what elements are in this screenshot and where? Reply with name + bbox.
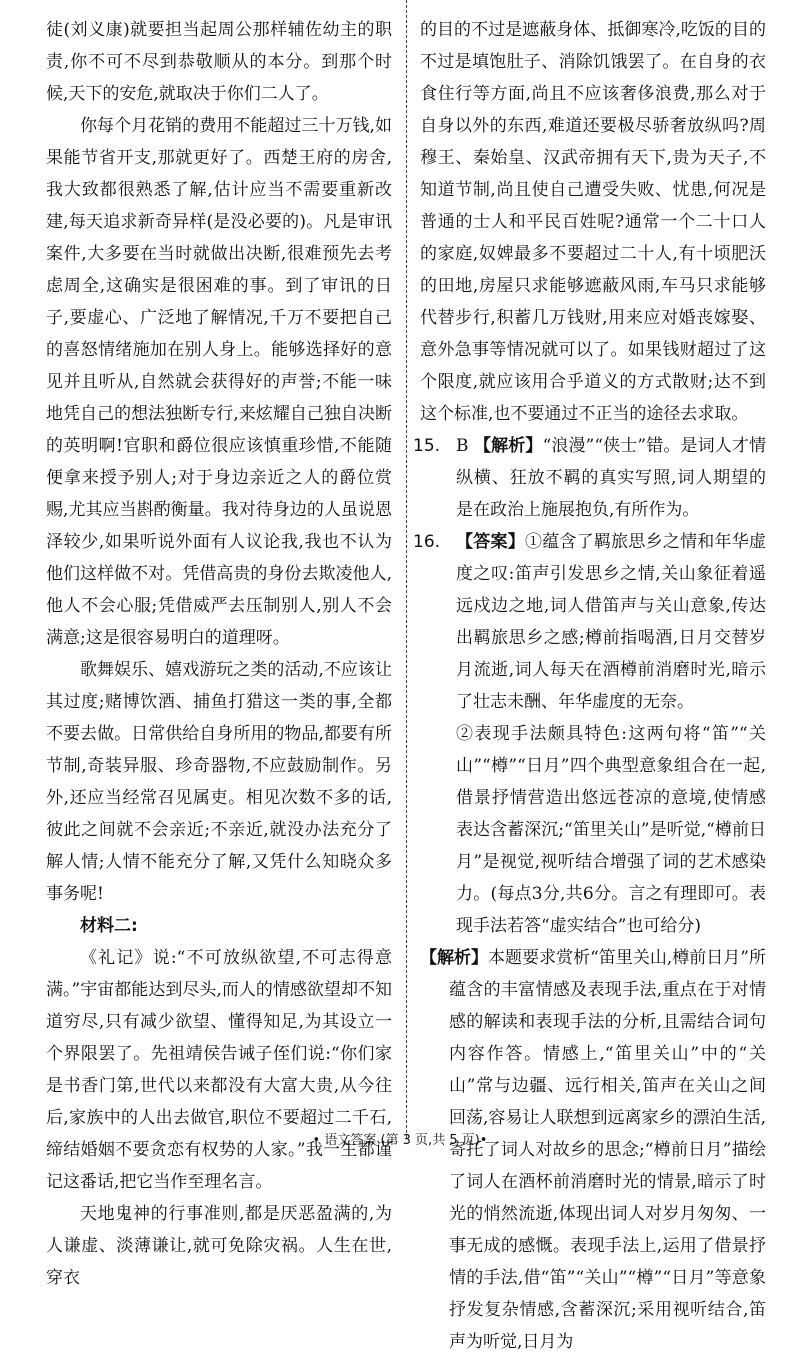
- question-16-part-2: [420, 718, 766, 942]
- question-16-analysis-tag: 【解析】: [420, 948, 489, 968]
- translation-paragraph-6: 的目的不过是遮蔽身体、抵御寒冷,吃饭的目的不过是填饱肚子、消除饥饿罢了。在自身的衣食住行等方面,尚且不应该奢侈浪费,那么对于自身以外的东西,难道还要极尽骄奢放纵吗?周穆王、秦始皇、汉武帝拥有天下,贵为天子,不知道节制,尚且使自己遭受失败、忧患,何况是普通的士人和平民百姓呢?通常一个二十口人的家庭,奴婢最多不要超过二十人,有十顷肥沃的田地,房屋只求能够遮蔽风雨,车马只求能够代替步行,积蓄几万钱财,用来应对婚丧嫁娶、意外急事等情况就可以了。如果钱财超过了这个限度,就应该用合乎道义的方式散财;达不到这个标准,也不要通过不正当的途径去求取。: [420, 20, 766, 424]
- left-column: [46, 14, 392, 1294]
- question-15: [413, 430, 767, 526]
- question-15-analysis: “浪漫”“侠士”错。是词人才情纵横、狂放不羁的真实写照,词人期望的是在政治上施展抱负,有所作为。: [456, 436, 767, 520]
- question-16-answer-part-1: ①蕴含了羁旅思乡之情和年华虚度之叹:笛声引发思乡之情,关山象征着遥远戍边之地,词人借笛声与关山意象,传达出羁旅思乡之感;樽前指喝酒,日月交替岁月流逝,词人每天在酒樽前消磨时光,暗示了壮志未酬、年华虚度的无奈。: [456, 532, 767, 712]
- question-15-analysis-tag: 【解析】: [474, 436, 543, 456]
- column-divider: [406, 0, 407, 1138]
- page-footer: • 语文答案 (第 3 页,共 5 页)•: [312, 1133, 488, 1148]
- translation-paragraph-4: 《礼记》说:“不可放纵欲望,不可志得意满。”宇宙都能达到尽头,而人的情感欲望却不知道穷尽,只有减少欲望、懂得知足,为其设立一个界限罢了。先祖靖侯告诫子侄们说:“你们家是书香门第,世代以来都没有大富大贵,从今往后,家族中的人出去做官,职位不要超过二千石,缔结婚姻不要贪恋有权势的人家。”我一生都谨记这番话,把它当作至理名言。: [46, 948, 392, 1192]
- translation-paragraph-3: 歌舞娱乐、嬉戏游玩之类的活动,不应该让其过度;赌博饮酒、捕鱼打猎这一类的事,全都不要去做。日常供给自身所用的物品,都要有所节制,奇装异服、珍奇器物,不应鼓励制作。另外,还应当经常召见属吏。相见次数不多的话,彼此之间就不会亲近;不亲近,就没办法充分了解人情;人情不能充分了解,又凭什么知晓众多事务呢!: [46, 660, 392, 904]
- right-column: [413, 14, 767, 1358]
- question-15-number: 15.: [413, 436, 441, 456]
- material-two-heading: 材料二:: [80, 916, 138, 936]
- translation-paragraph-2: 你每个月花销的费用不能超过三十万钱,如果能节省开支,那就更好了。西楚王府的房舍,我大致都很熟悉了解,估计应当不需要重新改建,每天追求新奇异样(是没必要的)。凡是审讯案件,大多要在当时就做出决断,很难预先去考虑周全,这确实是很困难的事。到了审讯的日子,要虚心、广泛地了解情况,千万不要把自己的喜怒情绪施加在别人身上。能够选择好的意见并且听从,自然就会获得好的声誉;不能一味地凭自己的想法独断专行,来炫耀自己独自决断的英明啊!官职和爵位很应该慎重珍惜,不能随便拿来授予别人;对于身边亲近之人的爵位赏赐,尤其应当斟酌衡量。我对待身边的人虽说恩泽较少,如果听说外面有人议论我,我也不认为他们这样做不对。凭借高贵的身份去欺凌他人,他人不会心服;凭借威严去压制别人,别人不会满意;这是很容易明白的道理呀。: [46, 116, 392, 648]
- question-16-analysis: 本题要求赏析“笛里关山,樽前日月”所蕴含的丰富情感及表现手法,重点在于对情感的解读和表现手法的分析,且需结合词句内容作答。情感上,“笛里关山”中的“关山”常与边疆、远行相关,笛声在关山之间回荡,容易让人联想到远离家乡的漂泊生活,寄托了词人对故乡的思念;“樽前日月”描绘了词人在酒杯前消磨时光的情景,暗示了时光的悄然流逝,体现出词人对岁月匆匆、一事无成的感慨。表现手法上,运用了借景抒情的手法,借“笛”“关山”“樽”“日月”等意象抒发复杂情感,含蓄深沉;采用视听结合,笛声为听觉,日月为: [449, 948, 766, 1352]
- translation-paragraph-1: 徒(刘义康)就要担当起周公那样辅佐幼主的职责,你不可不尽到恭敬顺从的本分。到那个时候,天下的安危,就取决于你们二人了。: [46, 20, 392, 104]
- question-16-answer-tag: 【答案】: [456, 532, 525, 552]
- question-16-number: 16.: [413, 532, 441, 552]
- question-16: [413, 526, 767, 718]
- question-16-analysis-block: [420, 942, 766, 1358]
- question-16-answer-part-2: ②表现手法颇具特色:这两句将“笛”“关山”“樽”“日月”四个典型意象组合在一起,借景抒情营造出悠远苍凉的意境,使情感表达含蓄深沉;“笛里关山”是听觉,“樽前日月”是视觉,视听结合增强了词的艺术感染力。(每点3分,共6分。言之有理即可。表现手法若答“虚实结合”也可给分): [456, 724, 766, 936]
- question-15-answer: B: [456, 436, 469, 456]
- translation-paragraph-5: 天地鬼神的行事准则,都是厌恶盈满的,为人谦虚、淡薄谦让,就可免除灾祸。人生在世,穿衣: [46, 1204, 392, 1288]
